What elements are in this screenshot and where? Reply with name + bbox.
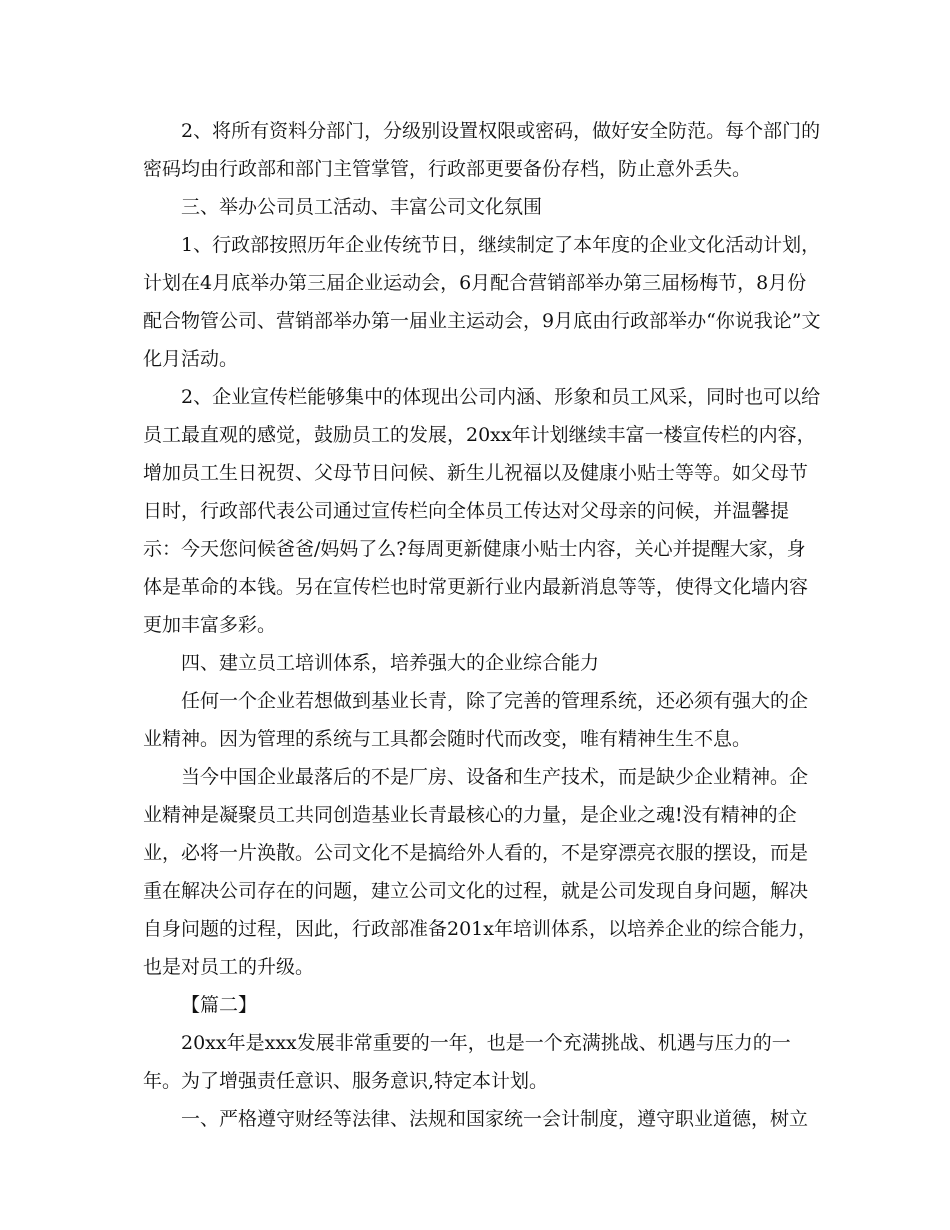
paragraph-enterprise-spirit: 任何一个企业若想做到基业长青，除了完善的管理系统，还必须有强大的企业精神。因为管理的系统与工具都会随时代而改变，唯有精神生生不息。 <box>143 690 809 750</box>
paragraph-security-passwords: 2、将所有资料分部门，分级别设置权限或密码，做好安全防范。每个部门的密码均由行政部和部门主管掌管，行政部更要备份存档，防止意外丢失。 <box>143 120 821 180</box>
heading-section-three: 三、举办公司员工活动、丰富公司文化氛围 <box>181 196 543 218</box>
paragraph-finance-rules: 一、严格遵守财经等法律、法规和国家统一会计制度，遵守职业道德，树立 <box>181 1108 809 1130</box>
heading-part-two: 【篇二】 <box>181 994 258 1016</box>
paragraph-plan-intro: 20xx年是xxx发展非常重要的一年，也是一个充满挑战、机遇与压力的一年。为了增强责任意识、服务意识,特定本计划。 <box>143 1032 791 1092</box>
heading-section-four: 四、建立员工培训体系，培养强大的企业综合能力 <box>181 652 600 674</box>
paragraph-culture-activities: 1、行政部按照历年企业传统节日，继续制定了本年度的企业文化活动计划，计划在4月底举办第三届企业运动会，6月配合营销部举办第三届杨梅节，8月份配合物管公司、营销部举办第一届业主运动会，9月底由行政部举办“你说我论”文化月活动。 <box>143 234 821 370</box>
paragraph-training-system: 当今中国企业最落后的不是厂房、设备和生产技术，而是缺少企业精神。企业精神是凝聚员工共同创造基业长青最核心的力量，是企业之魂!没有精神的企业，必将一片涣散。公司文化不是搞给外人看的，不是穿漂亮衣服的摆设，而是重在解决公司存在的问题，建立公司文化的过程，就是公司发现自身问题，解决自身问题的过程，因此，行政部准备201x年培训体系，以培养企业的综合能力，也是对员工的升级。 <box>143 766 817 978</box>
document-body <box>143 112 823 1138</box>
paragraph-bulletin-board: 2、企业宣传栏能够集中的体现出公司内涵、形象和员工风采，同时也可以给员工最直观的感觉，鼓励员工的发展，20xx年计划继续丰富一楼宣传栏的内容，增加员工生日祝贺、父母节日问候、新生儿祝福以及健康小贴士等等。如父母节日时，行政部代表公司通过宣传栏向全体员工传达对父母亲的问候，并温馨提示：今天您问候爸爸/妈妈了么?每周更新健康小贴士内容，关心并提醒大家，身体是革命的本钱。另在宣传栏也时常更新行业内最新消息等等，使得文化墙内容更加丰富多彩。 <box>143 386 821 636</box>
